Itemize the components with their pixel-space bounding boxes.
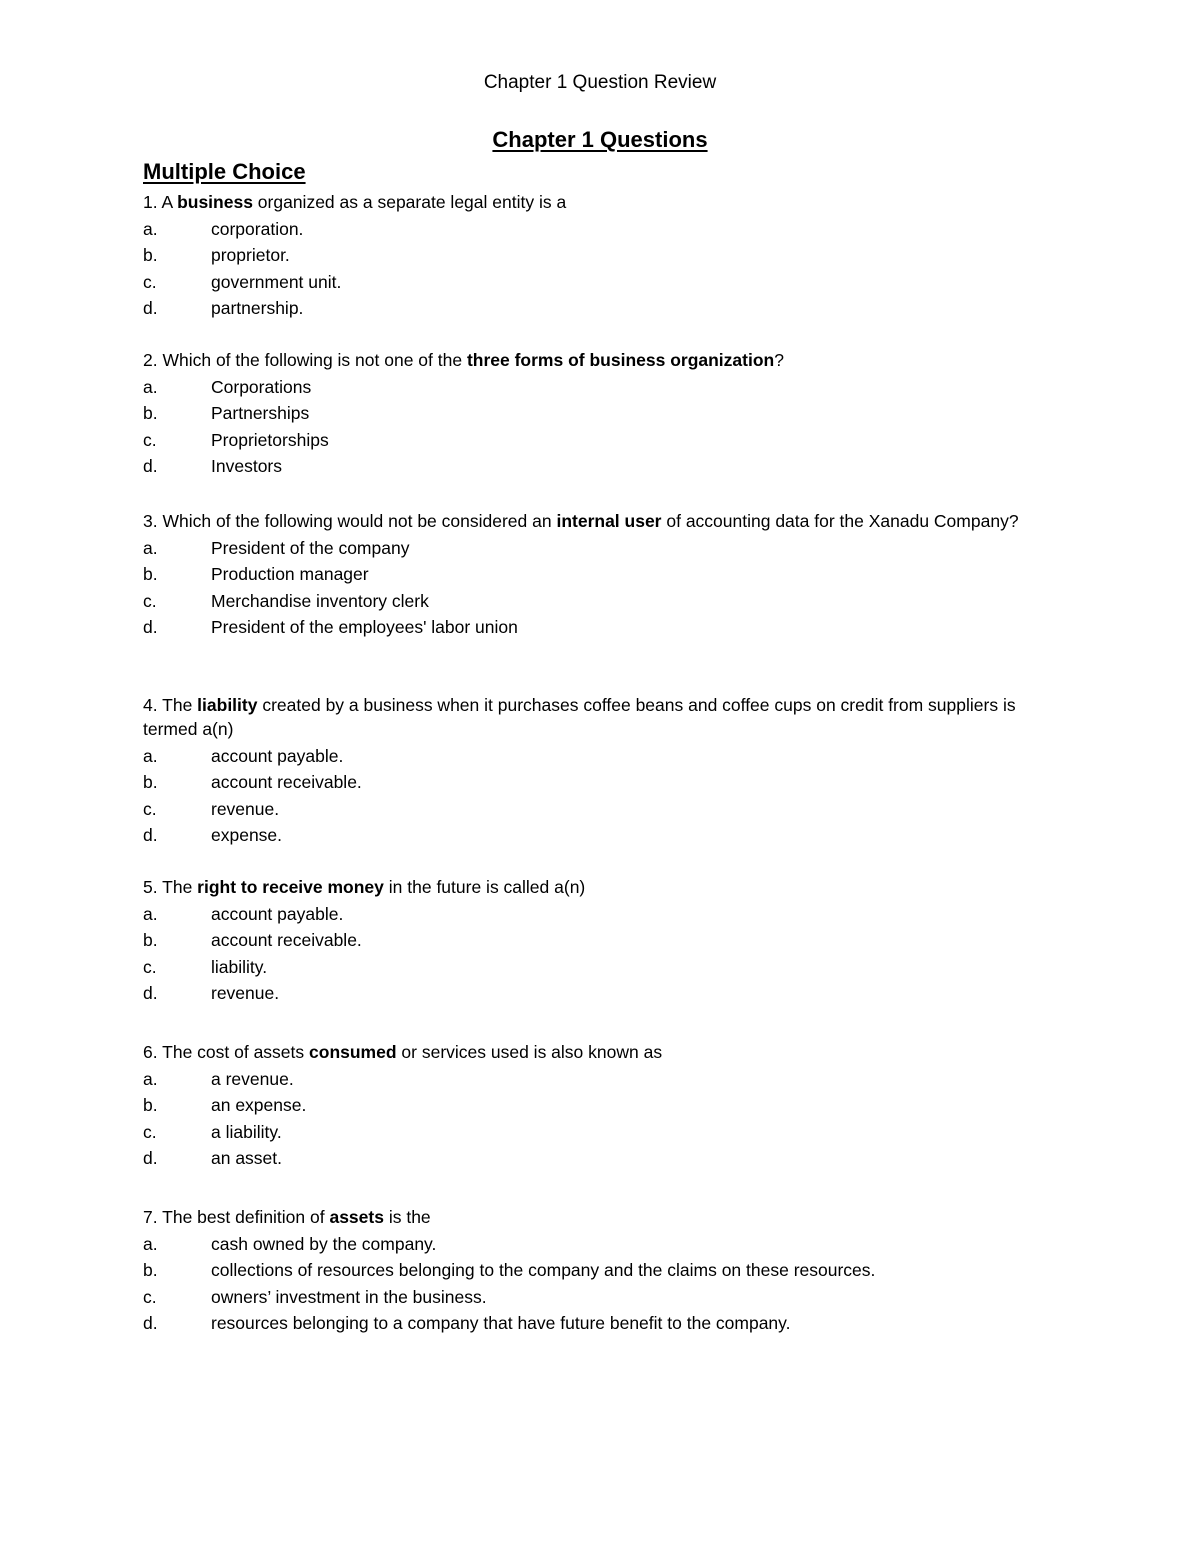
question-stem	[143, 875, 1063, 899]
option-d	[143, 822, 1063, 848]
option-letter: a.	[143, 1069, 158, 1089]
question-7	[143, 1205, 1063, 1336]
running-header: Chapter 1 Question Review	[483, 72, 717, 93]
option-text: account receivable.	[211, 930, 362, 951]
option-letter: a.	[143, 1234, 158, 1254]
stem-text: of accounting data for the Xanadu Company?	[661, 511, 1019, 531]
option-a	[143, 743, 1063, 769]
option-letter: b.	[143, 564, 158, 585]
option-letter: c.	[143, 271, 157, 292]
option-text: Partnerships	[211, 403, 310, 424]
option-c	[143, 588, 1063, 614]
option-text: Investors	[211, 455, 282, 476]
option-text: President of the employees' labor union	[211, 616, 518, 637]
option-text: corporation.	[211, 219, 304, 239]
question-stem	[143, 190, 1063, 214]
stem-text: 3. Which of the following would not be considered an	[143, 511, 557, 531]
option-b	[143, 1092, 1063, 1118]
option-letter: b.	[143, 772, 158, 793]
option-d	[143, 453, 1063, 479]
stem-text: is the	[383, 1207, 431, 1227]
option-text: a liability.	[211, 1121, 282, 1142]
option-b	[143, 1257, 1063, 1283]
option-text: account payable.	[211, 904, 344, 924]
option-b	[143, 561, 1063, 587]
question-3	[143, 509, 1063, 640]
option-letter: b.	[143, 1260, 158, 1281]
option-c	[143, 269, 1063, 295]
option-list	[143, 1231, 1063, 1336]
stem-keyword: internal user	[556, 511, 662, 531]
option-letter: c.	[143, 798, 157, 819]
option-a	[143, 1231, 1063, 1257]
option-c	[143, 427, 1063, 453]
option-c	[143, 1284, 1063, 1310]
option-list	[143, 743, 1063, 848]
option-text: resources belonging to a company that have future benefit to the company.	[211, 1312, 791, 1333]
stem-text: created by a business when it purchases coffee beans and coffee cups on credit from suppliers is termed a(n)	[143, 695, 1016, 739]
option-a	[143, 535, 1063, 561]
option-text: liability.	[211, 956, 268, 977]
option-b	[143, 400, 1063, 426]
stem-text: in the future is called a(n)	[383, 877, 586, 897]
option-text: a revenue.	[211, 1069, 294, 1089]
stem-keyword: liability	[197, 695, 258, 715]
stem-text: 5. The	[143, 877, 198, 897]
option-text: expense.	[211, 824, 283, 845]
option-c	[143, 1119, 1063, 1145]
option-letter: d.	[143, 982, 158, 1003]
option-d	[143, 614, 1063, 640]
stem-keyword: right to receive money	[197, 877, 384, 897]
question-stem	[143, 1205, 1063, 1229]
stem-keyword: business	[177, 192, 253, 212]
option-text: revenue.	[211, 798, 280, 819]
option-letter: c.	[143, 1286, 157, 1307]
option-letter: d.	[143, 455, 158, 476]
option-list	[143, 1066, 1063, 1171]
question-stem	[143, 1040, 1063, 1064]
option-letter: d.	[143, 1312, 158, 1333]
option-letter: a.	[143, 904, 158, 924]
option-a	[143, 901, 1063, 927]
option-c	[143, 954, 1063, 980]
question-1	[143, 190, 1063, 321]
stem-text: 4. The	[143, 695, 198, 715]
option-text: Corporations	[211, 377, 312, 397]
option-a	[143, 374, 1063, 400]
option-text: Merchandise inventory clerk	[211, 590, 429, 611]
question-2	[143, 348, 1063, 479]
option-text: owners’ investment in the business.	[211, 1286, 487, 1307]
question-stem	[143, 348, 1063, 372]
option-letter: c.	[143, 1121, 157, 1142]
option-letter: a.	[143, 219, 158, 239]
option-letter: b.	[143, 403, 158, 424]
option-text: an asset.	[211, 1147, 283, 1168]
option-letter: d.	[143, 297, 158, 318]
question-5	[143, 875, 1063, 1006]
page-title: Chapter 1 Questions	[492, 127, 708, 152]
stem-text: organized as a separate legal entity is a	[252, 192, 567, 212]
option-letter: a.	[143, 377, 158, 397]
option-a	[143, 1066, 1063, 1092]
stem-text: 7. The best definition of	[143, 1207, 330, 1227]
section-heading: Multiple Choice	[143, 159, 306, 184]
option-c	[143, 796, 1063, 822]
stem-keyword: three forms of business organization	[466, 350, 775, 370]
option-text: an expense.	[211, 1095, 307, 1116]
option-letter: c.	[143, 590, 157, 611]
question-4	[143, 693, 1063, 848]
option-letter: a.	[143, 746, 158, 766]
question-stem	[143, 693, 1063, 741]
option-letter: d.	[143, 616, 158, 637]
option-d	[143, 980, 1063, 1006]
stem-text: 2. Which of the following is not one of the	[143, 350, 467, 370]
option-text: collections of resources belonging to the company and the claims on these resources.	[211, 1260, 876, 1281]
option-text: account payable.	[211, 746, 344, 766]
question-stem	[143, 509, 1063, 533]
stem-keyword: consumed	[309, 1042, 397, 1062]
stem-text: or services used is also known as	[396, 1042, 663, 1062]
question-6	[143, 1040, 1063, 1171]
option-a	[143, 216, 1063, 242]
option-d	[143, 1145, 1063, 1171]
stem-text: ?	[774, 350, 784, 370]
stem-text: 6. The cost of assets	[143, 1042, 310, 1062]
stem-text: 1. A	[143, 192, 178, 212]
option-text: partnership.	[211, 297, 304, 318]
option-list	[143, 374, 1063, 479]
option-list	[143, 901, 1063, 1006]
option-letter: d.	[143, 1147, 158, 1168]
option-letter: b.	[143, 1095, 158, 1116]
option-d	[143, 1310, 1063, 1336]
option-text: proprietor.	[211, 245, 290, 266]
option-text: cash owned by the company.	[211, 1234, 437, 1254]
option-list	[143, 216, 1063, 321]
option-b	[143, 769, 1063, 795]
option-text: account receivable.	[211, 772, 362, 793]
option-letter: b.	[143, 245, 158, 266]
option-text: Proprietorships	[211, 429, 329, 450]
option-letter: c.	[143, 429, 157, 450]
option-letter: c.	[143, 956, 157, 977]
option-b	[143, 242, 1063, 268]
stem-keyword: assets	[329, 1207, 384, 1227]
option-letter: b.	[143, 930, 158, 951]
option-text: President of the company	[211, 538, 410, 558]
option-d	[143, 295, 1063, 321]
option-letter: a.	[143, 538, 158, 558]
option-list	[143, 535, 1063, 640]
option-text: Production manager	[211, 564, 369, 585]
option-text: government unit.	[211, 271, 342, 292]
option-text: revenue.	[211, 982, 280, 1003]
option-b	[143, 927, 1063, 953]
option-letter: d.	[143, 824, 158, 845]
